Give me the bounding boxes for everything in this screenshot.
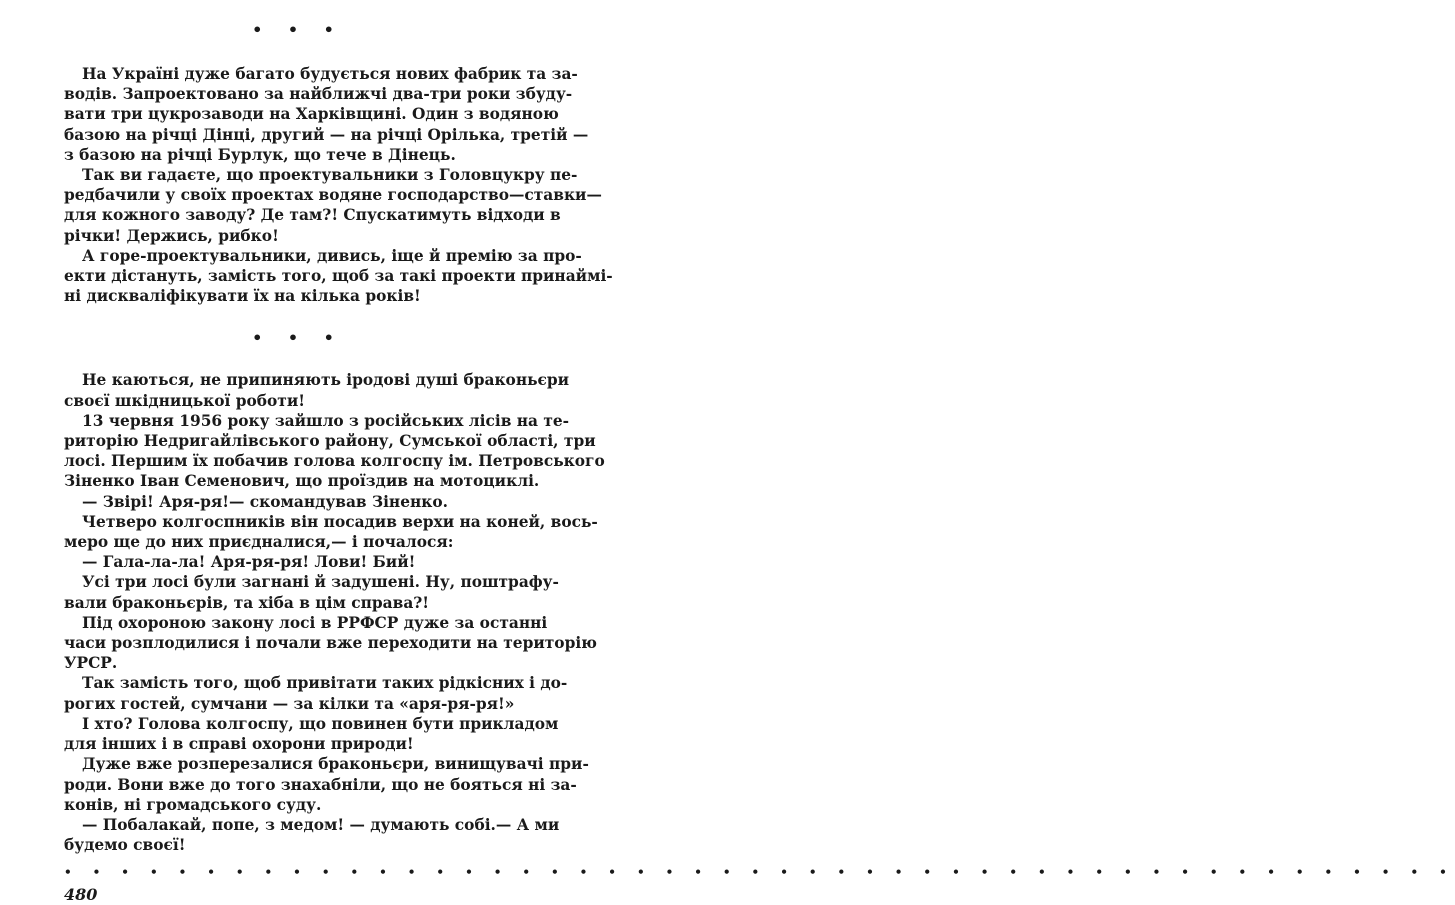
paragraph [64, 613, 597, 674]
text-line: роди. Вони вже до того знахабніли, що не бояться ні за- [64, 775, 577, 794]
text-line: меро ще до них приєдналися,— і почалося: [64, 533, 454, 552]
text-line: з базою на річці Бурлук, що тече в Дінець. [64, 145, 456, 164]
text-line: редбачили у своїх проектах водяне господарство—ставки— [64, 186, 602, 205]
text-line: Не каються, не припиняють іродові душі браконьєри [82, 371, 570, 390]
text-line: Так ви гадаєте, що проектувальники з Головцукру пе- [82, 166, 578, 185]
text-line: — Побалакай, попе, з медом! — думають собі.— А ми [82, 815, 560, 834]
section-separator-top: • • • [252, 20, 344, 39]
text-line: І хто? Голова колгоспу, що повинен бути прикладом [82, 714, 559, 733]
paragraph [64, 714, 559, 754]
text-line: часи розплодилися і почали вже переходити на територію [64, 634, 597, 653]
text-line: водів. Запроектовано за найближчі два-три роки збуду- [64, 85, 573, 104]
text-line: вали браконьєрів, та хіба в цім справа?! [64, 593, 430, 612]
dotted-rule: • • • • • • • • • • • • • • • • • • • • • • • • • • • • • • • • • • • • • • • • • • • • • • • • • [64, 865, 1455, 880]
text-line: А горе-проектувальники, дивись, іще й премію за про- [82, 246, 582, 265]
book-page [64, 20, 1455, 905]
paragraph [64, 411, 605, 492]
paragraph [64, 552, 532, 572]
paragraph [64, 572, 559, 612]
text-line: 13 червня 1956 року зайшло з російських лісів на те- [82, 411, 570, 430]
paragraph [64, 370, 570, 410]
text-line: річки! Держись, рибко! [64, 226, 279, 245]
text-line: базою на річці Дінці, другий — на річці Орілька, третій — [64, 125, 589, 144]
text-line: вати три цукрозаводи на Харківщині. Один з водяною [64, 105, 559, 124]
page-number: 480 [64, 885, 98, 905]
text-line: своєї шкідницької роботи! [64, 391, 306, 410]
text-line: Четверо колгоспників він посадив верхи на коней, вось- [82, 512, 598, 531]
text-line: УРСР. [64, 654, 118, 673]
text-line: екти дістануть, замість того, щоб за такі проекти принаймі- [64, 267, 613, 286]
text-line: будемо своєї! [64, 836, 186, 855]
section-moose [64, 370, 605, 855]
text-line: риторію Недригайлівського району, Сумської області, три [64, 432, 596, 451]
text-line: для інших і в справі охорони природи! [64, 735, 414, 754]
text-line: лосі. Першим їх побачив голова колгоспу ім. Петровського [64, 452, 605, 471]
text-line: Під охороною закону лосі в РРФСР дуже за останні [82, 613, 548, 632]
paragraph [64, 754, 589, 815]
paragraph [64, 815, 560, 855]
text-line: На Україні дуже багато будується нових фабрик та за- [82, 65, 578, 83]
paragraph [64, 512, 598, 552]
paragraph [64, 246, 613, 307]
paragraph [64, 165, 602, 246]
text-line: Зіненко Іван Семенович, що проїздив на мотоциклі. [64, 472, 540, 491]
text-line: Дуже вже розперезалися браконьєри, винищувачі при- [82, 755, 589, 774]
paragraph [64, 492, 532, 512]
text-line: — Звірі! Аря-ря!— скомандував Зіненко. [82, 492, 448, 511]
text-line: рогих гостей, сумчани — за кілки та «аря-ря-ря!» [64, 694, 515, 713]
paragraph [64, 64, 589, 165]
text-line: конів, ні громадського суду. [64, 795, 322, 814]
text-line: Так замість того, щоб привітати таких рідкісних і до- [82, 674, 568, 693]
text-line: для кожного заводу? Де там?! Спускатимуть відходи в [64, 206, 561, 225]
text-line: ні дискваліфікувати їх на кілька років! [64, 287, 421, 306]
section-separator-middle: • • • [252, 328, 344, 348]
text-line: Усі три лосі були загнані й задушені. Ну, поштрафу- [82, 573, 559, 592]
text-line: — Гала-ла-ла! Аря-ря-ря! Лови! Бий! [82, 553, 416, 572]
paragraph [64, 673, 568, 713]
section-dams [64, 64, 613, 306]
